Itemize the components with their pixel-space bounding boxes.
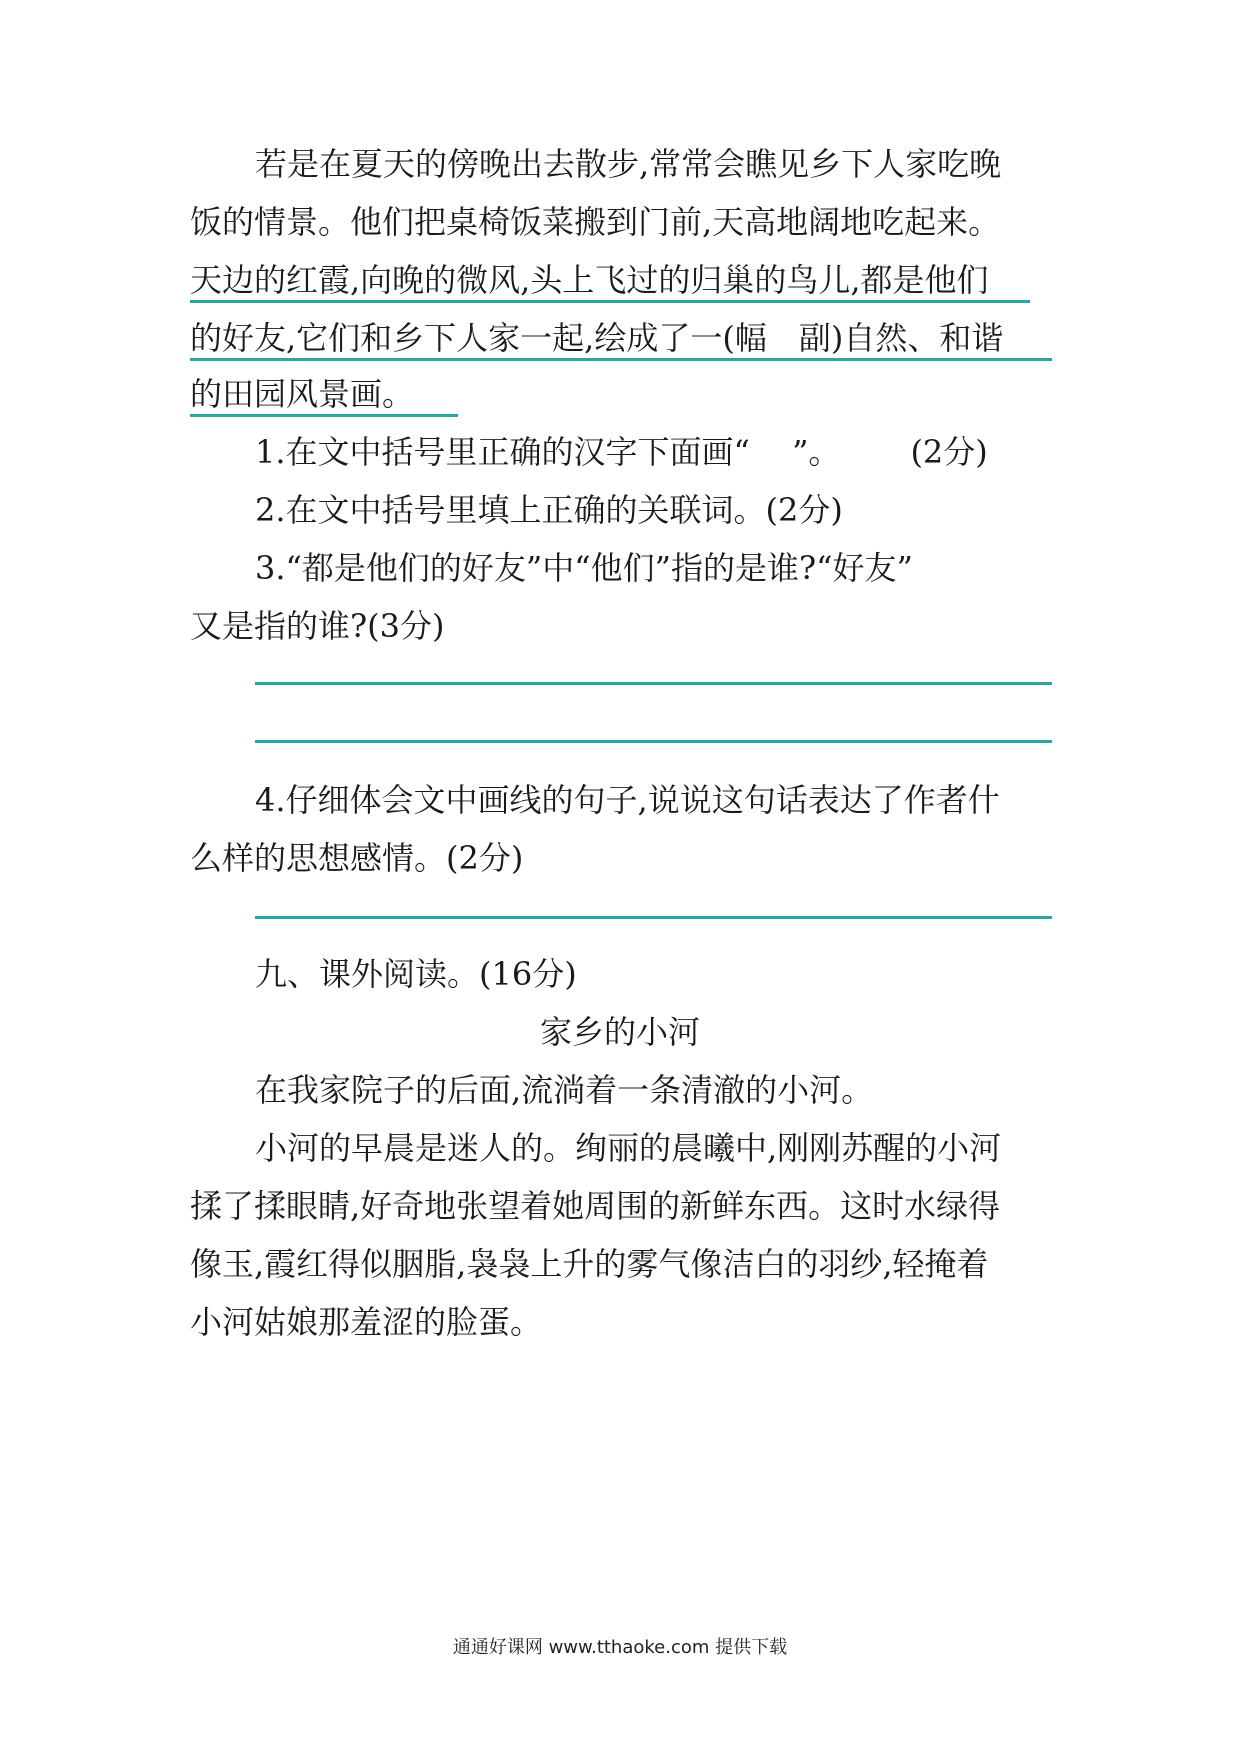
answer-line[interactable] xyxy=(255,740,1052,743)
question-1-text: 1.在文中括号里正确的汉字下面画“ ”。 xyxy=(255,433,841,471)
reading-line-3: 揉了揉眼睛,好奇地张望着她周围的新鲜东西。这时水绿得 xyxy=(190,1187,1001,1225)
question-1 xyxy=(255,430,988,474)
passage-line-4: 的好友,它们和乡下人家一起,绘成了一(幅 副)自然、和谐 xyxy=(190,319,1004,357)
underline-rule xyxy=(190,358,1052,361)
question-4-line-2: 么样的思想感情。(2分) xyxy=(190,839,524,877)
question-3-line-1: 3.“都是他们的好友”中“他们”指的是谁?“好友” xyxy=(255,549,913,587)
passage-line-1: 若是在夏天的傍晚出去散步,常常会瞧见乡下人家吃晚 xyxy=(255,145,1002,183)
reading-line-2: 小河的早晨是迷人的。绚丽的晨曦中,刚刚苏醒的小河 xyxy=(255,1129,1002,1167)
question-2: 2.在文中括号里填上正确的关联词。(2分) xyxy=(255,491,843,529)
answer-line[interactable] xyxy=(255,916,1052,919)
question-4-line-1: 4.仔细体会文中画线的句子,说说这句话表达了作者什 xyxy=(255,781,1000,819)
passage-line-5: 的田园风景画。 xyxy=(190,375,415,413)
reading-line-1: 在我家院子的后面,流淌着一条清澈的小河。 xyxy=(255,1071,874,1109)
reading-line-5: 小河姑娘那羞涩的脸蛋。 xyxy=(190,1303,543,1341)
passage-line-2: 饭的情景。他们把桌椅饭菜搬到门前,天高地阔地吃起来。 xyxy=(190,203,1001,241)
question-1-score: (2分) xyxy=(910,433,988,471)
underline-rule xyxy=(190,414,458,417)
section-heading: 九、课外阅读。(16分) xyxy=(255,955,577,993)
reading-title: 家乡的小河 xyxy=(539,1013,700,1051)
question-3-line-2: 又是指的谁?(3分) xyxy=(190,607,445,645)
answer-line[interactable] xyxy=(255,682,1052,685)
underline-rule xyxy=(190,300,1030,303)
passage-line-3: 天边的红霞,向晚的微风,头上飞过的归巢的鸟儿,都是他们 xyxy=(190,261,989,299)
footer-watermark: 通通好课网 www.tthaoke.com 提供下载 xyxy=(452,1637,788,1658)
reading-line-4: 像玉,霞红得似胭脂,袅袅上升的雾气像洁白的羽纱,轻掩着 xyxy=(190,1245,989,1283)
